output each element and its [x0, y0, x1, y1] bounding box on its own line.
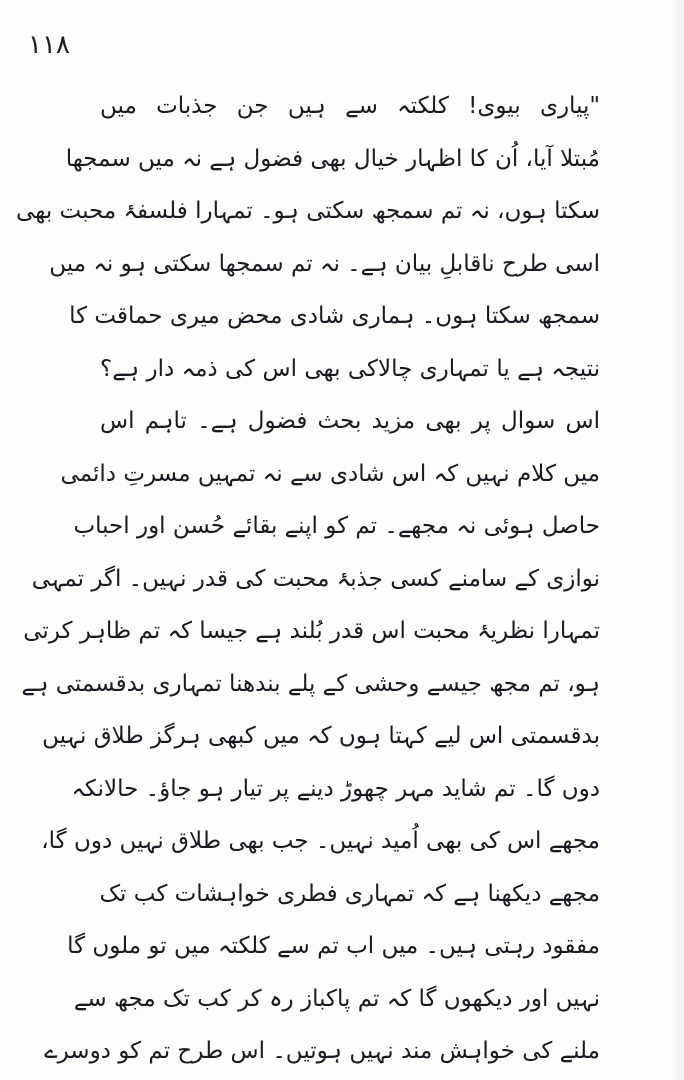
text-line: سمجھ سکتا ہوں۔ ہماری شادی محض میری حماقت کا — [69, 303, 600, 329]
text-line: میں کلام نہیں کہ اس شادی سے نہ تمہیں مسرتِ دائمی — [60, 460, 600, 487]
text-line: "پیاری بیوی! کلکتہ سے ہیں جن جذبات میں — [100, 93, 600, 119]
text-line: نوازی کے سامنے کسی جذبۂ محبت کی قدر نہیں۔ اگر تمہی — [31, 565, 600, 592]
text-line: ہو، تم مجھ جیسے وحشی کے پلے بندھنا تمہاری بدقسمتی ہے — [21, 670, 600, 697]
page-edge-shadow — [670, 0, 684, 1080]
text-line: مُبتلا آیا، اُن کا اظہار خیال بھی فضول ہے نہ میں سمجھا — [65, 145, 600, 172]
body-text — [16, 80, 600, 1078]
text-line: سکتا ہوں، نہ تم سمجھ سکتی ہو۔ تمہارا فلسفۂ محبت بھی — [16, 198, 600, 224]
text-line: مجھے اس کی بھی اُمید نہیں۔ جب بھی طلاق نہیں دوں گا، — [41, 828, 600, 854]
text-line: نہیں اور دیکھوں گا کہ تم پاکباز رہ کر کب تک مجھ سے — [73, 985, 600, 1012]
text-line: اسی طرح ناقابلِ بیان ہے۔ نہ تم سمجھا سکتی ہو نہ میں — [49, 250, 600, 277]
text-line: دوں گا۔ تم شاید مہر چھوڑ دینے پر تیار ہو جاؤ۔ حالانکہ — [71, 775, 600, 802]
text-line: نتیجہ ہے یا تمہاری چالاکی بھی اس کی ذمہ دار ہے؟ — [100, 355, 600, 382]
text-line: اس سوال پر بھی مزید بحث فضول ہے۔ تاہم اس — [100, 408, 600, 434]
text-line: مفقود رہتی ہیں۔ میں اب تم سے کلکتہ میں تو ملوں گا — [67, 933, 600, 959]
text-line: مجھے دیکھنا ہے کہ تمہاری فطری خواہشات کب تک — [99, 880, 600, 907]
page-number: ۱۱۸ — [28, 30, 70, 60]
text-line: حاصل ہوئی نہ مجھے۔ تم کو اپنے بقائے حُسن اور احباب — [73, 513, 600, 539]
text-line: ملنے کی خواہش مند نہیں ہوتیں۔ اس طرح تم کو دوسرے — [44, 1038, 600, 1064]
text-line: بدقسمتی اس لیے کہتا ہوں کہ میں کبھی ہرگز طلاق نہیں — [42, 723, 600, 749]
text-line: تمہارا نظریۂ محبت اس قدر بُلند ہے جیسا کہ تم ظاہر کرتی — [23, 618, 600, 644]
